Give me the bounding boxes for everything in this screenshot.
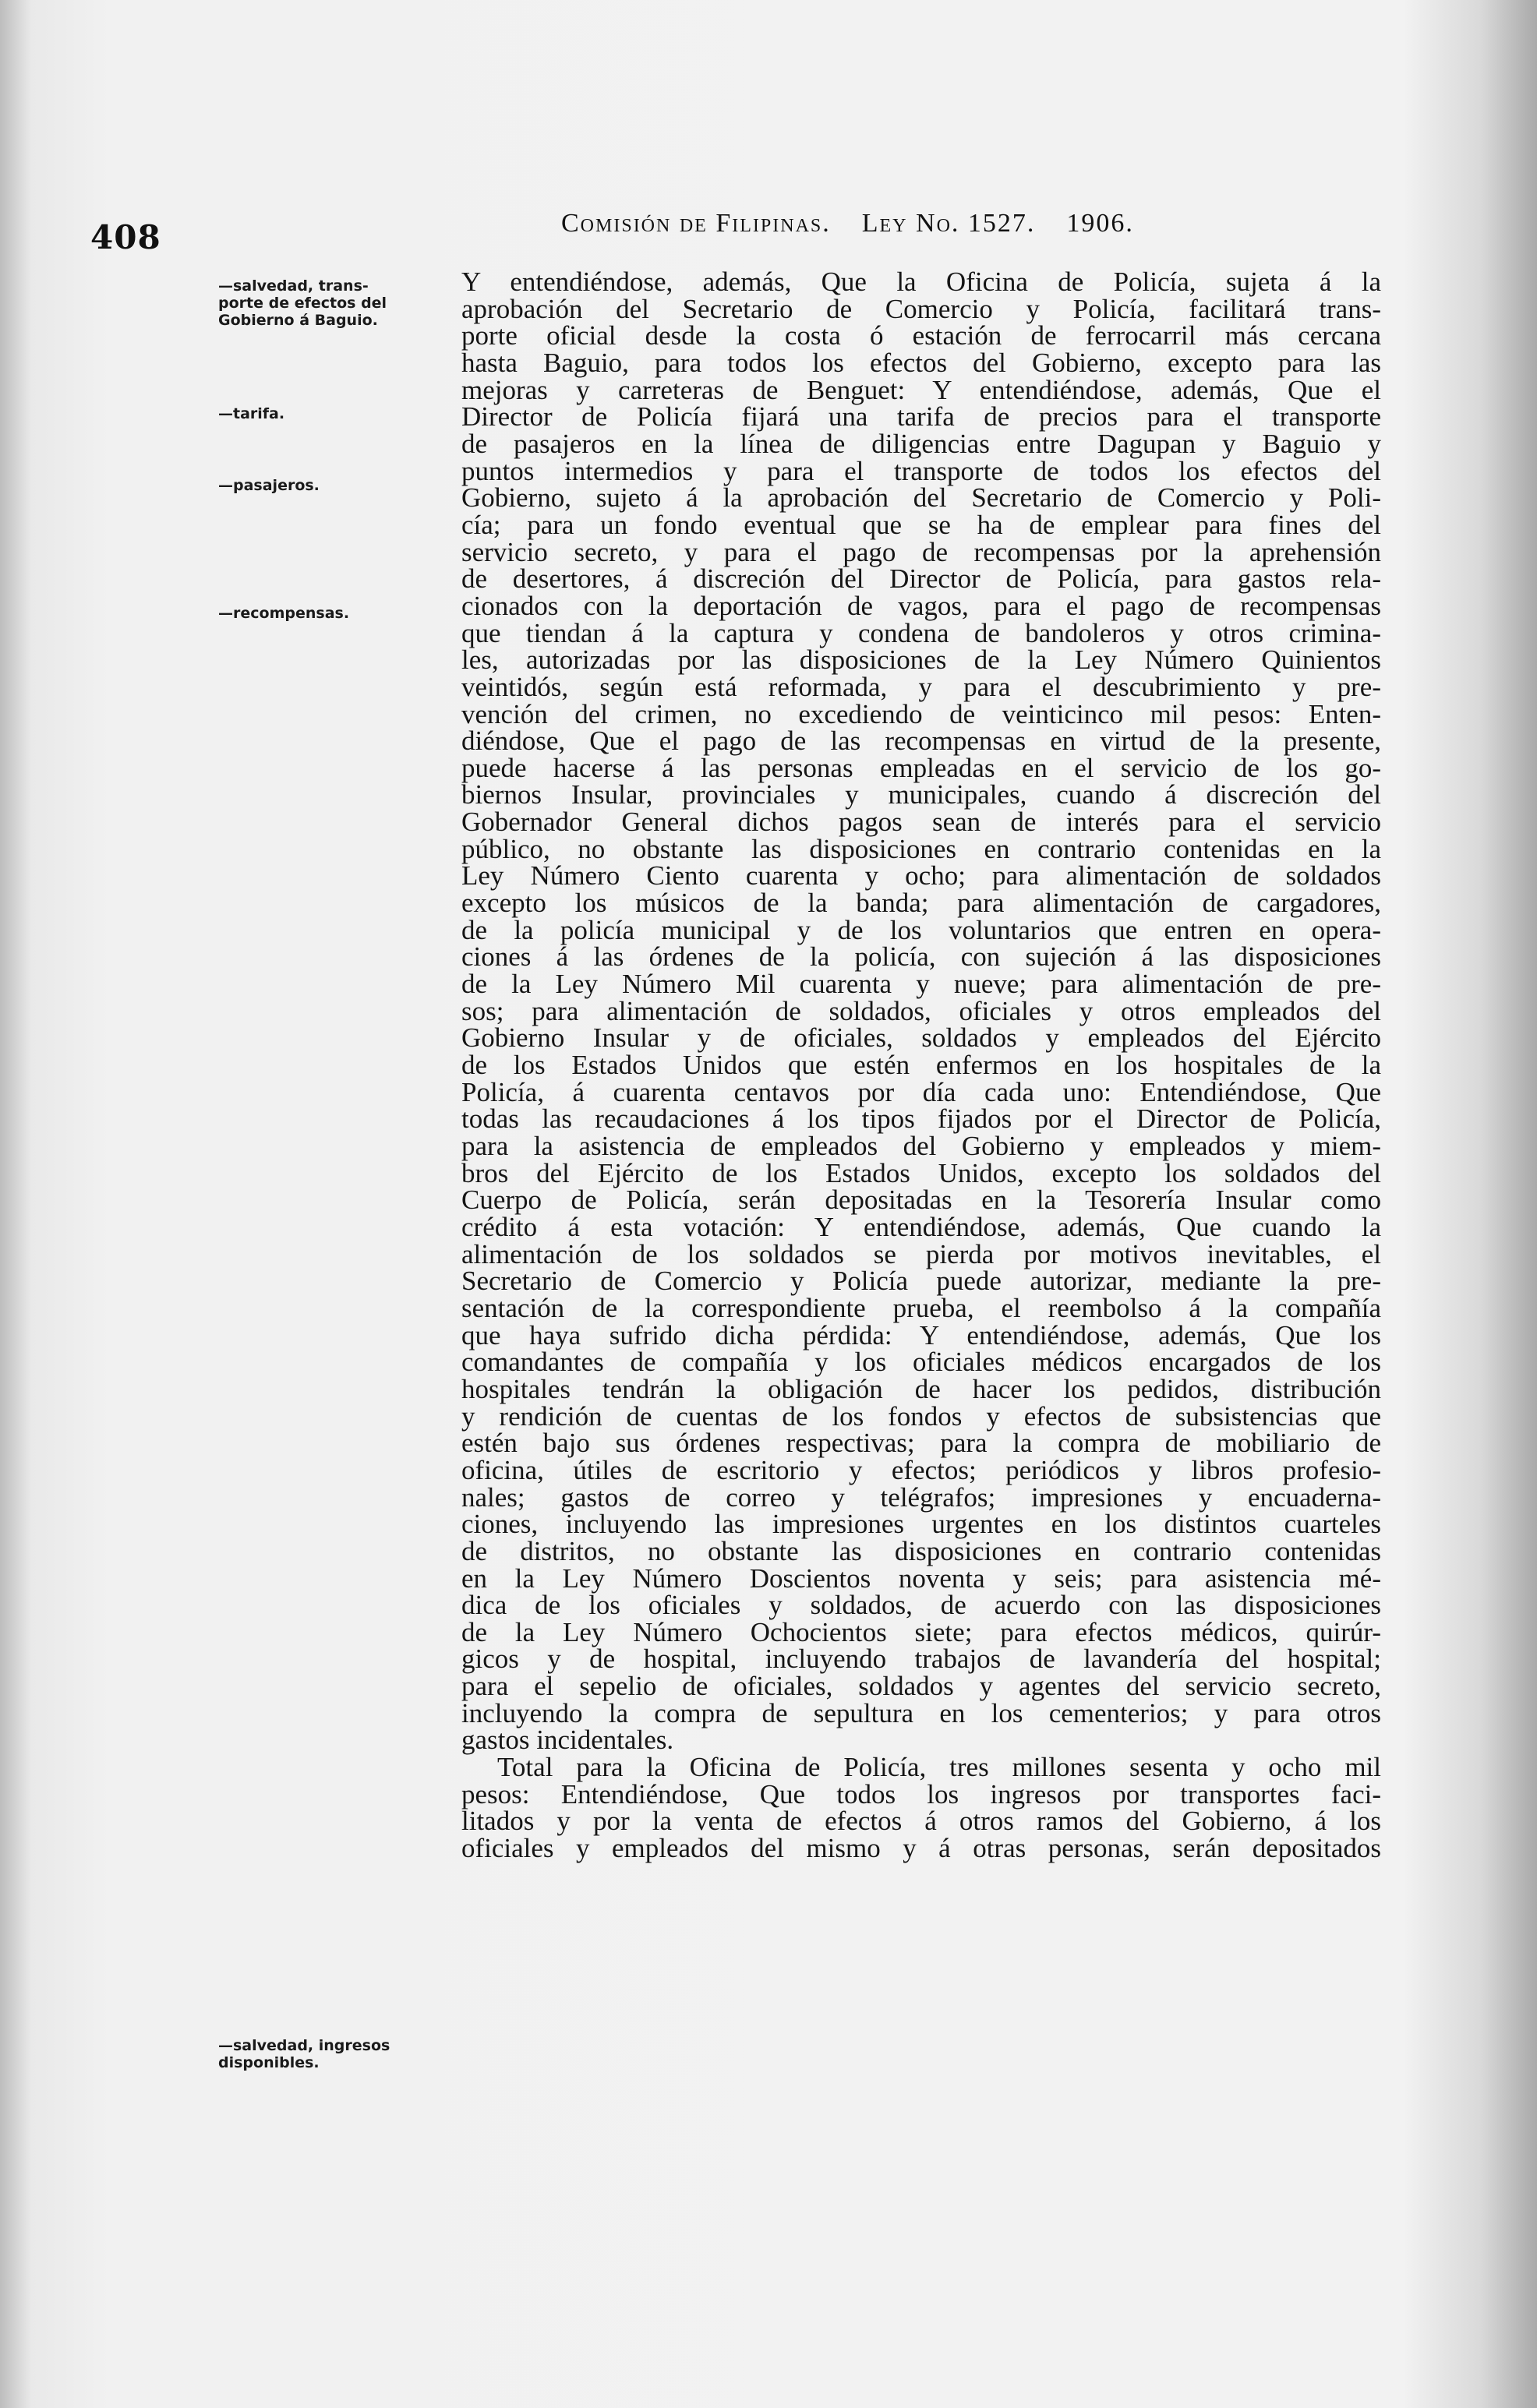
body-line: público, no obstante las disposiciones en contrario contenidas en la <box>461 833 1381 864</box>
body-line: puede hacerse á las personas empleadas en el servicio de los go- <box>461 752 1381 783</box>
body-line: gastos incidentales. <box>461 1725 674 1756</box>
body-line: bros del Ejército de los Estados Unidos, excepto los soldados del <box>461 1157 1381 1188</box>
body-line: servicio secreto, y para el pago de recompensas por la aprehensión <box>461 536 1381 567</box>
margin-note-line: —tarifa. <box>218 405 285 422</box>
body-line: puntos intermedios y para el transporte de todos los efectos del <box>461 455 1381 486</box>
body-line: que haya sufrido dicha pérdida: Y entendiéndose, además, Que los <box>461 1319 1381 1351</box>
margin-note-line: porte de efectos del <box>218 295 387 312</box>
body-line: oficina, útiles de escritorio y efectos; periódicos y libros profesio- <box>461 1454 1381 1485</box>
margin-note-line: disponibles. <box>218 2054 320 2071</box>
body-line: de la policía municipal y de los voluntarios que entren en opera- <box>461 914 1381 945</box>
body-line: Gobierno, sujeto á la aprobación del Secretario de Comercio y Poli- <box>461 482 1381 514</box>
body-line: ciones á las órdenes de la policía, con sujeción á las disposiciones <box>461 941 1381 973</box>
body-line: vención del crimen, no excediendo de veinticinco mil pesos: Enten- <box>461 698 1381 729</box>
body-line: aprobación del Secretario de Comercio y Policía, facilitará trans- <box>461 293 1381 324</box>
body-line: sentación de la correspondiente prueba, el reembolso á la compañía <box>461 1292 1381 1323</box>
body-line: Gobernador General dichos pagos sean de interés para el servicio <box>461 807 1381 838</box>
body-line: hospitales tendrán la obligación de hacer los pedidos, distribución <box>461 1373 1381 1404</box>
body-line: oficiales y empleados del mismo y á otras personas, serán depositados <box>461 1833 1381 1864</box>
body-line: de la Ley Número Ochocientos siete; para efectos médicos, quirúr- <box>461 1616 1381 1647</box>
margin-note-pasajeros <box>218 477 444 494</box>
body-line: biernos Insular, provinciales y municipales, cuando á discreción del <box>461 779 1381 810</box>
body-line: hasta Baguio, para todos los efectos del Gobierno, excepto para las <box>461 347 1381 378</box>
body-line: Gobierno Insular y de oficiales, soldados y empleados del Ejército <box>461 1022 1381 1054</box>
body-line: nales; gastos de correo y telégrafos; impresiones y encuaderna- <box>461 1481 1381 1513</box>
body-line: para la asistencia de empleados del Gobierno y empleados y miem- <box>461 1131 1381 1161</box>
body-line: cía; para un fondo eventual que se ha de emplear para fines del <box>461 509 1381 540</box>
margin-note-recompensas <box>218 605 444 622</box>
body-line: de pasajeros en la línea de diligencias entre Dagupan y Baguio y <box>461 428 1381 459</box>
body-line: de distritos, no obstante las disposiciones en contrario contenidas <box>461 1535 1381 1566</box>
body-line: de los Estados Unidos que estén enfermos en los hospitales de la <box>461 1050 1381 1081</box>
margin-note-line: —salvedad, ingresos <box>218 2037 390 2054</box>
margin-note-line: —salvedad, trans- <box>218 277 369 295</box>
body-line: que tiendan á la captura y condena de bandoleros y otros crimina- <box>461 617 1381 648</box>
body-line: gicos y de hospital, incluyendo trabajos de lavandería del hospital; <box>461 1644 1381 1675</box>
body-line: ciones, incluyendo las impresiones urgentes en los distintos cuarteles <box>461 1509 1381 1540</box>
body-line: porte oficial desde la costa ó estación de ferrocarril más cercana <box>461 320 1381 351</box>
body-line: Y entendiéndose, además, Que la Oficina de Policía, sujeta á la <box>461 267 1381 297</box>
body-line: les, autorizadas por las disposiciones de la Ley Número Quinientos <box>461 644 1381 676</box>
body-line: incluyendo la compra de sepultura en los cementerios; y para otros <box>461 1697 1381 1728</box>
body-line: Director de Policía fijará una tarifa de precios para el transporte <box>461 401 1381 433</box>
body-line: y rendición de cuentas de los fondos y efectos de subsistencias que <box>461 1400 1381 1432</box>
body-line: estén bajo sus órdenes respectivas; para la compra de mobiliario de <box>461 1428 1381 1459</box>
body-line: pesos: Entendiéndose, Que todos los ingresos por transportes faci- <box>461 1778 1381 1810</box>
body-line: veintidós, según está reformada, y para el descubrimiento y pre- <box>461 671 1381 702</box>
body-line: diéndose, Que el pago de las recompensas en virtud de la presente, <box>461 726 1381 757</box>
body-line: para el sepelio de oficiales, soldados y agentes del servicio secreto, <box>461 1671 1381 1702</box>
margin-note-salvedad-transporte <box>218 277 444 329</box>
body-line: excepto los músicos de la banda; para alimentación de cargadores, <box>461 888 1381 919</box>
page-number: 408 <box>90 218 161 256</box>
body-text <box>461 269 1381 1862</box>
body-line: sos; para alimentación de soldados, oficiales y otros empleados del <box>461 995 1381 1026</box>
body-line: alimentación de los soldados se pierda por motivos inevitables, el <box>461 1238 1381 1269</box>
body-line: crédito á esta votación: Y entendiéndose, además, Que cuando la <box>461 1211 1381 1242</box>
body-line: litados y por la venta de efectos á otros ramos del Gobierno, á los <box>461 1806 1381 1837</box>
body-line: Total para la Oficina de Policía, tres millones sesenta y ocho mil <box>497 1752 1381 1783</box>
margin-note-line: —pasajeros. <box>218 477 320 494</box>
header-law-number: Ley No. 1527. <box>861 209 1036 238</box>
body-line: de desertores, á discreción del Director de Policía, para gastos rela- <box>461 563 1381 595</box>
margin-note-salvedad-ingresos <box>218 2037 444 2071</box>
body-line: Cuerpo de Policía, serán depositadas en la Tesorería Insular como <box>461 1185 1381 1216</box>
margin-note-line: Gobierno á Baguio. <box>218 312 378 329</box>
body-line: Policía, á cuarenta centavos por día cada uno: Entendiéndose, Que <box>461 1076 1381 1107</box>
margin-note-tarifa <box>218 405 444 422</box>
body-line: Secretario de Comercio y Policía puede autorizar, mediante la pre- <box>461 1266 1381 1297</box>
body-line: cionados con la deportación de vagos, para el pago de recompensas <box>461 590 1381 621</box>
running-header <box>561 209 1134 238</box>
body-line: Ley Número Ciento cuarenta y ocho; para alimentación de soldados <box>461 860 1381 892</box>
body-line: todas las recaudaciones á los tipos fijados por el Director de Policía, <box>461 1103 1381 1135</box>
body-line: de la Ley Número Mil cuarenta y nueve; para alimentación de pre- <box>461 969 1381 1000</box>
body-line: en la Ley Número Doscientos noventa y seis; para asistencia mé- <box>461 1562 1381 1594</box>
body-line: mejoras y carreteras de Benguet: Y entendiéndose, además, Que el <box>461 374 1381 405</box>
header-title: Comisión de Filipinas. <box>561 209 831 238</box>
margin-note-line: —recompensas. <box>218 605 350 622</box>
body-line: dica de los oficiales y soldados, de acuerdo con las disposiciones <box>461 1590 1381 1621</box>
body-line: comandantes de compañía y los oficiales médicos encargados de los <box>461 1347 1381 1378</box>
header-year: 1906. <box>1066 209 1134 238</box>
